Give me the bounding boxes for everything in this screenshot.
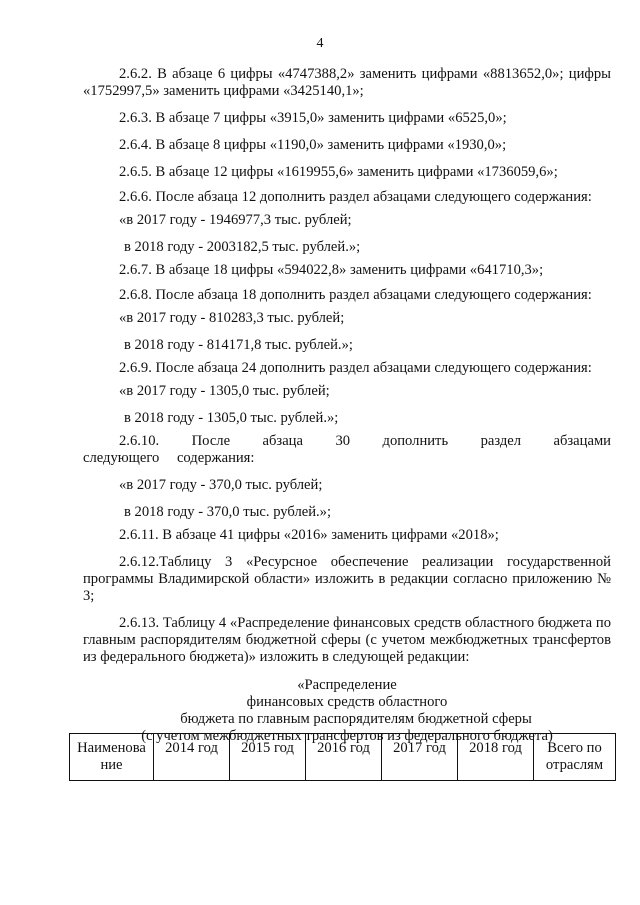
paragraph-2-6-12: 2.6.12.Таблицу 3 «Ресурсное обеспечение реализации государственной программы Владимирской области» изложить в редакции согласно приложению № 3; <box>83 554 611 604</box>
document-body <box>83 66 611 745</box>
paragraph-2-6-3: 2.6.3. В абзаце 7 цифры «3915,0» заменить цифрами «6525,0»; <box>119 110 507 126</box>
paragraph-2-6-6: 2.6.6. После абзаца 12 дополнить раздел абзацами следующего содержания: <box>119 189 592 205</box>
column-header-total: Всего по отраслям <box>534 734 616 781</box>
page-number: 4 <box>316 36 324 51</box>
quote-line: в 2018 году - 1305,0 тыс. рублей.»; <box>124 410 339 426</box>
quote-line: «в 2017 году - 1305,0 тыс. рублей; <box>119 383 330 399</box>
paragraph-2-6-9: 2.6.9. После абзаца 24 дополнить раздел абзацами следующего содержания: <box>119 360 592 376</box>
table-title-line: бюджета по главным распорядителям бюджетной сферы <box>180 711 532 727</box>
table-title-line: финансовых средств областного <box>246 694 448 710</box>
quote-line: в 2018 году - 2003182,5 тыс. рублей.»; <box>124 239 361 255</box>
paragraph-2-6-4: 2.6.4. В абзаце 8 цифры «1190,0» заменить цифрами «1930,0»; <box>119 137 507 153</box>
quote-line: «в 2017 году - 370,0 тыс. рублей; <box>119 477 323 493</box>
paragraph-2-6-13: 2.6.13. Таблицу 4 «Распределение финансовых средств областного бюджета по главным распорядителям бюджетной сферы (с учетом межбюджетных трансфертов из федерального бюджета)» изложить в следующей редакции: <box>83 615 611 665</box>
paragraph-2-6-10: 2.6.10. После абзаца 30 дополнить раздел абзацами следующего содержания: <box>83 433 611 466</box>
column-header-2015: 2015 год <box>230 734 306 781</box>
quote-line: «в 2017 году - 810283,3 тыс. рублей; <box>119 310 345 326</box>
column-header-2017: 2017 год <box>382 734 458 781</box>
paragraph-2-6-8: 2.6.8. После абзаца 18 дополнить раздел абзацами следующего содержания: <box>119 287 592 303</box>
column-header-2014: 2014 год <box>154 734 230 781</box>
column-header-2016: 2016 год <box>306 734 382 781</box>
quote-line: в 2018 году - 370,0 тыс. рублей.»; <box>124 504 332 520</box>
paragraph-2-6-7: 2.6.7. В абзаце 18 цифры «594022,8» заменить цифрами «641710,3»; <box>119 262 544 278</box>
table-title-line: «Распределение <box>297 677 397 693</box>
table-header-row <box>70 734 616 781</box>
column-header-2018: 2018 год <box>458 734 534 781</box>
finance-distribution-table <box>69 733 616 781</box>
paragraph-2-6-11: 2.6.11. В абзаце 41 цифры «2016» заменить цифрами «2018»; <box>119 527 499 543</box>
quote-line: «в 2017 году - 1946977,3 тыс. рублей; <box>119 212 352 228</box>
paragraph-2-6-2: 2.6.2. В абзаце 6 цифры «4747388,2» заменить цифрами «8813652,0»; цифры «1752997,5» заменить цифрами «3425140,1»; <box>83 66 611 99</box>
table-title-line: (с учетом межбюджетных трансфертов из федерального бюджета) <box>141 728 553 744</box>
quote-line: в 2018 году - 814171,8 тыс. рублей.»; <box>124 337 353 353</box>
column-header-name: Наименова ние <box>70 734 154 781</box>
paragraph-2-6-5: 2.6.5. В абзаце 12 цифры «1619955,6» заменить цифрами «1736059,6»; <box>119 164 558 180</box>
